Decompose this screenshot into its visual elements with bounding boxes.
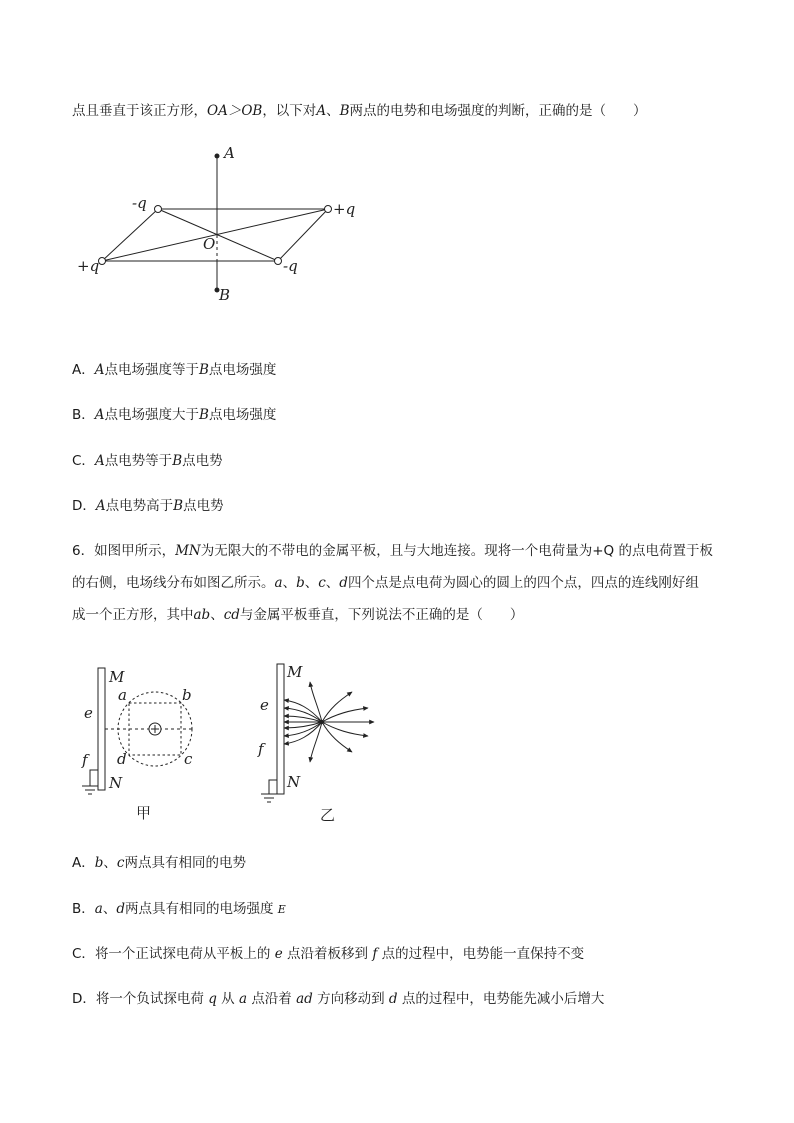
q5-point-a-dot bbox=[215, 154, 220, 159]
q5-label-b: B bbox=[219, 286, 231, 304]
q6-stem-text: 6．如图甲所示， bbox=[72, 543, 176, 559]
yi-label-n: N bbox=[287, 773, 301, 791]
q6-stem-mn: MN bbox=[175, 543, 201, 559]
yi-field-line bbox=[322, 722, 368, 736]
yi-field-line bbox=[322, 692, 352, 722]
option-text: 点电场强度大于 bbox=[104, 407, 200, 423]
option-text: 点沿着板移到 bbox=[287, 946, 369, 962]
q6-stem-sep: 、 bbox=[282, 575, 297, 591]
q6-option-b bbox=[72, 899, 286, 920]
option-key: A． bbox=[72, 855, 95, 871]
option-var: ad bbox=[296, 991, 313, 1007]
option-var: a bbox=[94, 901, 103, 917]
option-text: 两点具有相同的电势 bbox=[124, 855, 246, 871]
option-var: d bbox=[388, 991, 398, 1007]
option-var: q bbox=[208, 991, 217, 1007]
q6-stem-text: 成一个正方形，其中 bbox=[72, 607, 194, 623]
q5-stem-text: 点且垂直于该正方形， bbox=[72, 103, 207, 119]
option-point: A bbox=[94, 407, 105, 423]
q6-option-c bbox=[72, 944, 584, 964]
yi-label-e: e bbox=[260, 696, 269, 714]
q6-stem-text: 与金属平板垂直，下列说法不正确的是（ ） bbox=[239, 607, 524, 623]
option-var: E bbox=[277, 903, 286, 916]
jia-label-a: a bbox=[118, 686, 127, 704]
q6-stem-text: 四个点是点电荷为圆心的圆上的四个点，四点的连线刚好组 bbox=[347, 575, 699, 591]
option-text: 两点具有相同的电场强度 bbox=[124, 901, 274, 917]
q5-stem-point-a: A bbox=[316, 103, 327, 119]
q5-stem-condition: OA＞OB bbox=[207, 103, 263, 119]
option-point: B bbox=[199, 407, 209, 423]
jia-label-b: b bbox=[182, 686, 192, 704]
q6-option-d bbox=[72, 989, 604, 1009]
option-text: 点的过程中，电势能一直保持不变 bbox=[381, 946, 585, 962]
q5-figure bbox=[70, 140, 370, 305]
option-text: 点电势 bbox=[182, 453, 223, 469]
option-text: 点沿着 bbox=[251, 991, 292, 1007]
q5-label-neg-q-bottom-right: -q bbox=[283, 257, 298, 275]
q5-option-b bbox=[72, 405, 276, 425]
q6-stem-var: cd bbox=[223, 607, 240, 623]
option-point: B bbox=[199, 362, 209, 378]
jia-metal-plate bbox=[98, 668, 105, 790]
yi-field-line bbox=[322, 722, 352, 752]
jia-caption: 甲 bbox=[136, 804, 152, 822]
option-key: B． bbox=[72, 407, 95, 423]
q5-stem-point-b: B bbox=[339, 103, 350, 119]
q5-charge-bottom-right bbox=[275, 258, 282, 265]
yi-ground-wire bbox=[269, 780, 277, 794]
q6-stem-var: a bbox=[274, 575, 283, 591]
option-var: a bbox=[238, 991, 248, 1007]
q6-stem-text: 的右侧，电场线分布如图乙所示。 bbox=[72, 575, 275, 591]
q6-stem-line-3 bbox=[72, 605, 523, 625]
option-key: C． bbox=[72, 946, 95, 962]
q6-option-a bbox=[72, 853, 246, 873]
yi-field-line bbox=[322, 708, 368, 722]
option-text: 点的过程中，电势能先减小后增大 bbox=[401, 991, 605, 1007]
option-text: 点电势等于 bbox=[104, 453, 173, 469]
option-key: B． bbox=[72, 901, 95, 917]
option-text: 方向移动到 bbox=[317, 991, 385, 1007]
q5-option-d bbox=[72, 496, 224, 516]
q5-label-pos-q-bottom-left: +q bbox=[77, 257, 100, 275]
option-key: A． bbox=[72, 362, 95, 378]
q5-charge-top-right bbox=[325, 206, 332, 213]
option-text: 点电势高于 bbox=[105, 498, 174, 514]
q6-figure-yi bbox=[250, 658, 400, 825]
option-text: 点电场强度 bbox=[208, 362, 277, 378]
q5-label-neg-q-top-left: -q bbox=[132, 194, 147, 212]
option-point: A bbox=[95, 498, 106, 514]
option-point: B bbox=[173, 498, 184, 514]
q6-stem-line-1 bbox=[72, 541, 713, 561]
option-point: A bbox=[94, 362, 105, 378]
q6-stem-sep: 、 bbox=[325, 575, 340, 591]
option-text: 点电势 bbox=[183, 498, 224, 514]
yi-metal-plate bbox=[277, 664, 284, 794]
option-var: b bbox=[94, 855, 104, 871]
q5-stem-text: 两点的电势和电场强度的判断，正确的是（ ） bbox=[349, 103, 647, 119]
jia-label-n: N bbox=[109, 774, 123, 792]
q6-stem-var: ab bbox=[193, 607, 211, 623]
option-text: 将一个正试探电荷从平板上的 bbox=[94, 946, 271, 962]
q5-stem-text: ，以下对 bbox=[262, 103, 317, 119]
option-point: B bbox=[172, 453, 183, 469]
jia-label-d: d bbox=[117, 750, 127, 768]
q6-stem-var: b bbox=[296, 575, 305, 591]
q6-stem-sep: 、 bbox=[304, 575, 319, 591]
option-sep: 、 bbox=[102, 901, 117, 917]
jia-ground-wire bbox=[90, 770, 98, 786]
yi-label-m: M bbox=[287, 663, 303, 681]
option-var: d bbox=[116, 901, 125, 917]
q5-stem-sep: 、 bbox=[326, 103, 340, 119]
option-point: A bbox=[94, 453, 105, 469]
q5-label-o: O bbox=[203, 235, 216, 253]
q5-label-a: A bbox=[224, 144, 235, 162]
q6-figure-jia bbox=[72, 660, 222, 825]
jia-label-m: M bbox=[109, 668, 125, 686]
jia-label-e: e bbox=[84, 704, 93, 722]
option-var: e bbox=[274, 946, 283, 962]
q5-option-c bbox=[72, 451, 223, 471]
option-sep: 、 bbox=[103, 855, 117, 871]
q6-stem-line-2 bbox=[72, 573, 699, 593]
option-var: c bbox=[116, 855, 125, 871]
yi-caption: 乙 bbox=[320, 806, 336, 824]
q5-option-a bbox=[72, 360, 276, 380]
option-text: 点电场强度 bbox=[208, 407, 277, 423]
yi-label-f: f bbox=[258, 740, 264, 758]
yi-field-line bbox=[284, 722, 322, 728]
q5-edge-left bbox=[102, 209, 158, 261]
q5-diagonal-1 bbox=[158, 209, 278, 261]
option-key: D． bbox=[72, 498, 96, 514]
q6-stem-text: 为无限大的不带电的金属平板，且与大地连接。现将一个电荷量为+Q 的点电荷置于板 bbox=[200, 543, 713, 559]
yi-point-charge bbox=[320, 720, 324, 724]
q5-edge-right bbox=[278, 209, 328, 261]
q5-charge-top-left bbox=[155, 206, 162, 213]
q6-stem-var: c bbox=[318, 575, 326, 591]
yi-field-line bbox=[284, 716, 322, 722]
option-var: f bbox=[372, 946, 378, 962]
option-text: 点电场强度等于 bbox=[104, 362, 199, 378]
option-text: 将一个负试探电荷 bbox=[95, 991, 204, 1007]
q5-charge-bottom-left bbox=[99, 258, 106, 265]
option-text: 从 bbox=[221, 991, 235, 1007]
q6-stem-var: d bbox=[339, 575, 348, 591]
jia-label-c: c bbox=[184, 750, 193, 768]
jia-label-f: f bbox=[82, 751, 88, 769]
option-key: D． bbox=[72, 991, 96, 1007]
q5-label-pos-q-top-right: +q bbox=[333, 200, 356, 218]
q6-stem-sep: 、 bbox=[210, 607, 224, 623]
q5-stem bbox=[72, 101, 646, 121]
option-key: C． bbox=[72, 453, 95, 469]
